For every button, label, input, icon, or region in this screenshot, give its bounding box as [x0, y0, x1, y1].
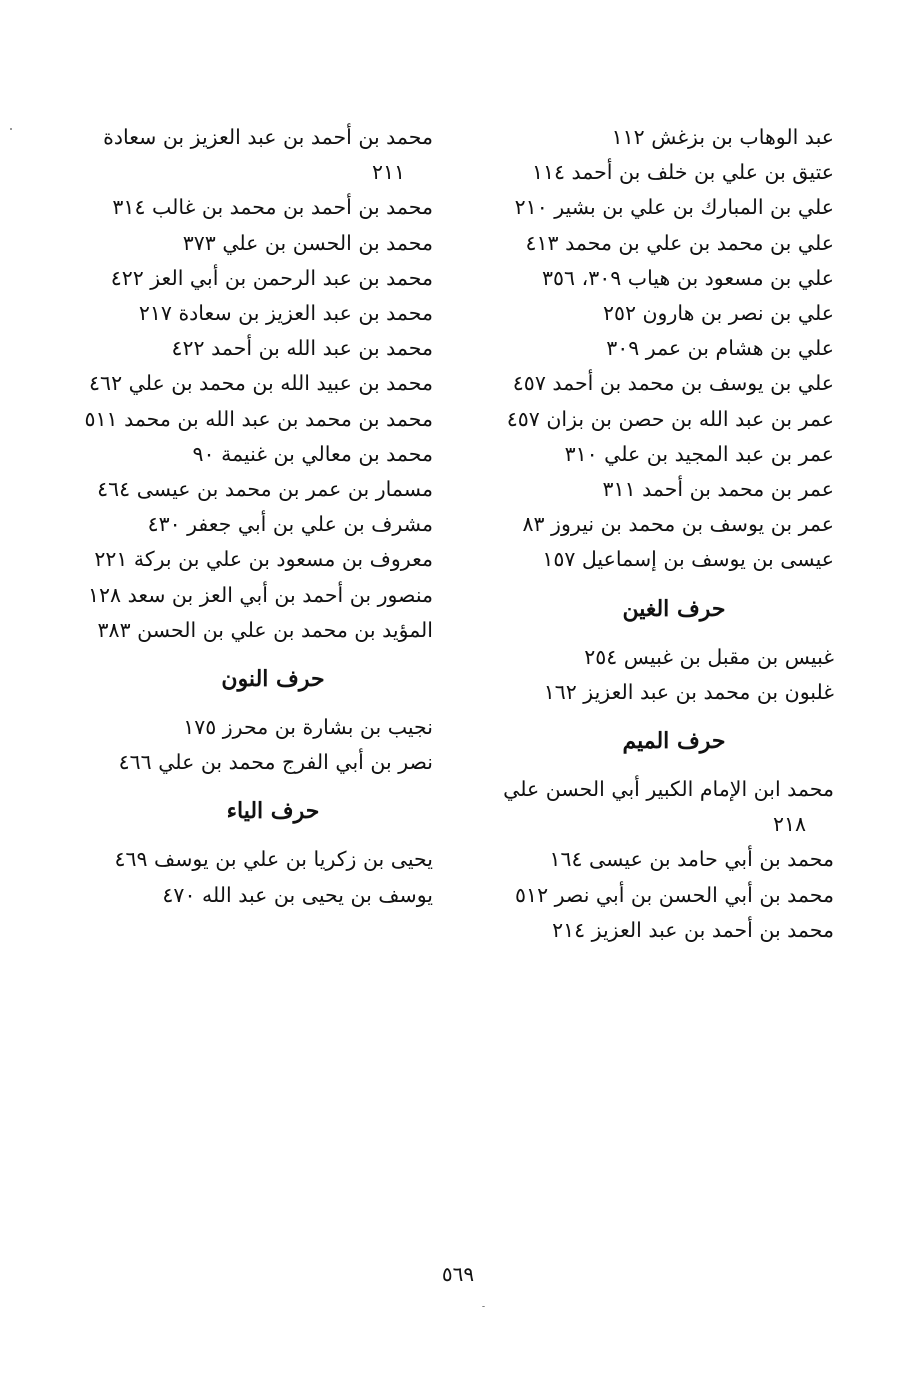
index-entry: محمد بن عبد الله بن أحمد ٤٢٢ [171, 336, 433, 361]
scan-speck [10, 128, 12, 130]
index-entry-continuation: ٢١٨ [772, 812, 806, 837]
index-entry-continuation: ٢١١ [371, 160, 405, 185]
index-entry: علي بن نصر بن هارون ٢٥٢ [602, 301, 834, 326]
index-entry: محمد بن عبيد الله بن محمد بن علي ٤٦٢ [89, 371, 433, 396]
section-heading-meem: حرف الميم [622, 728, 726, 755]
index-entry: معروف بن مسعود بن علي بن بركة ٢٢١ [94, 547, 433, 572]
index-entry: نصر بن أبي الفرج محمد بن علي ٤٦٦ [118, 750, 433, 775]
index-entry: محمد بن عبد العزيز بن سعادة ٢١٧ [138, 301, 433, 326]
index-entry: عمر بن محمد بن أحمد ٣١١ [602, 477, 834, 502]
index-entry: المؤيد بن محمد بن علي بن الحسن ٣٨٣ [97, 617, 433, 642]
index-entry: محمد بن الحسن بن علي ٣٧٣ [182, 230, 433, 255]
index-entry: عمر بن عبد المجيد بن علي ٣١٠ [564, 441, 834, 466]
index-entry: عمر بن يوسف بن محمد بن نيروز ٨٣ [522, 512, 834, 537]
index-entry: محمد بن محمد بن عبد الله بن محمد ٥١١ [84, 406, 433, 431]
index-entry: محمد بن أحمد بن عبد العزيز بن سعادة [103, 125, 433, 149]
section-heading-noon: حرف النون [221, 666, 325, 693]
scan-speck [482, 1306, 485, 1307]
index-entry: محمد بن أحمد بن عبد العزيز ٢١٤ [552, 917, 834, 942]
index-entry: محمد بن أبي الحسن بن أبي نصر ٥١٢ [515, 882, 834, 907]
section-heading-ghain: حرف الغين [622, 595, 726, 622]
index-entry: نجيب بن بشارة بن محرز ١٧٥ [183, 715, 433, 740]
index-entry: علي بن مسعود بن هياب ٣٠٩، ٣٥٦ [542, 265, 834, 290]
index-entry: غبيس بن مقبل بن غبيس ٢٥٤ [584, 644, 834, 669]
index-entry: علي بن المبارك بن علي بن بشير ٢١٠ [514, 195, 834, 220]
index-entry: عمر بن عبد الله بن حصن بن بزان ٤٥٧ [506, 406, 834, 431]
index-entry: عيسى بن يوسف بن إسماعيل ١٥٧ [542, 547, 834, 572]
index-entry: مشرف بن علي بن أبي جعفر ٤٣٠ [147, 512, 433, 537]
index-entry: عتيق بن علي بن خلف بن أحمد ١١٤ [531, 160, 834, 185]
index-entry: علي بن يوسف بن محمد بن أحمد ٤٥٧ [512, 371, 834, 396]
index-entry: محمد بن أبي حامد بن عيسى ١٦٤ [549, 847, 834, 872]
index-entry: غلبون بن محمد بن عبد العزيز ١٦٢ [543, 679, 834, 704]
page-number: ٥٦٩ [441, 1262, 475, 1286]
index-entry: علي بن محمد بن علي بن محمد ٤١٣ [525, 230, 834, 255]
index-entry: علي بن هشام بن عمر ٣٠٩ [606, 336, 834, 361]
index-entry: عبد الوهاب بن بزغش ١١٢ [611, 125, 834, 149]
left-column [73, 120, 433, 913]
index-entry: محمد بن معالي بن غنيمة ٩٠ [192, 441, 433, 466]
right-column [474, 120, 834, 948]
section-heading-ya: حرف الياء [226, 798, 320, 825]
index-entry: محمد ابن الإمام الكبير أبي الحسن علي [503, 777, 834, 802]
index-entry: محمد بن أحمد بن محمد بن غالب ٣١٤ [112, 195, 433, 220]
index-entry: يحيى بن زكريا بن علي بن يوسف ٤٦٩ [114, 847, 433, 872]
index-entry: محمد بن عبد الرحمن بن أبي العز ٤٢٢ [110, 265, 433, 290]
index-entry: منصور بن أحمد بن أبي العز بن سعد ١٢٨ [88, 582, 433, 607]
index-entry: يوسف بن يحيى بن عبد الله ٤٧٠ [162, 882, 433, 907]
index-entry: مسمار بن عمر بن محمد بن عيسى ٤٦٤ [97, 477, 433, 502]
